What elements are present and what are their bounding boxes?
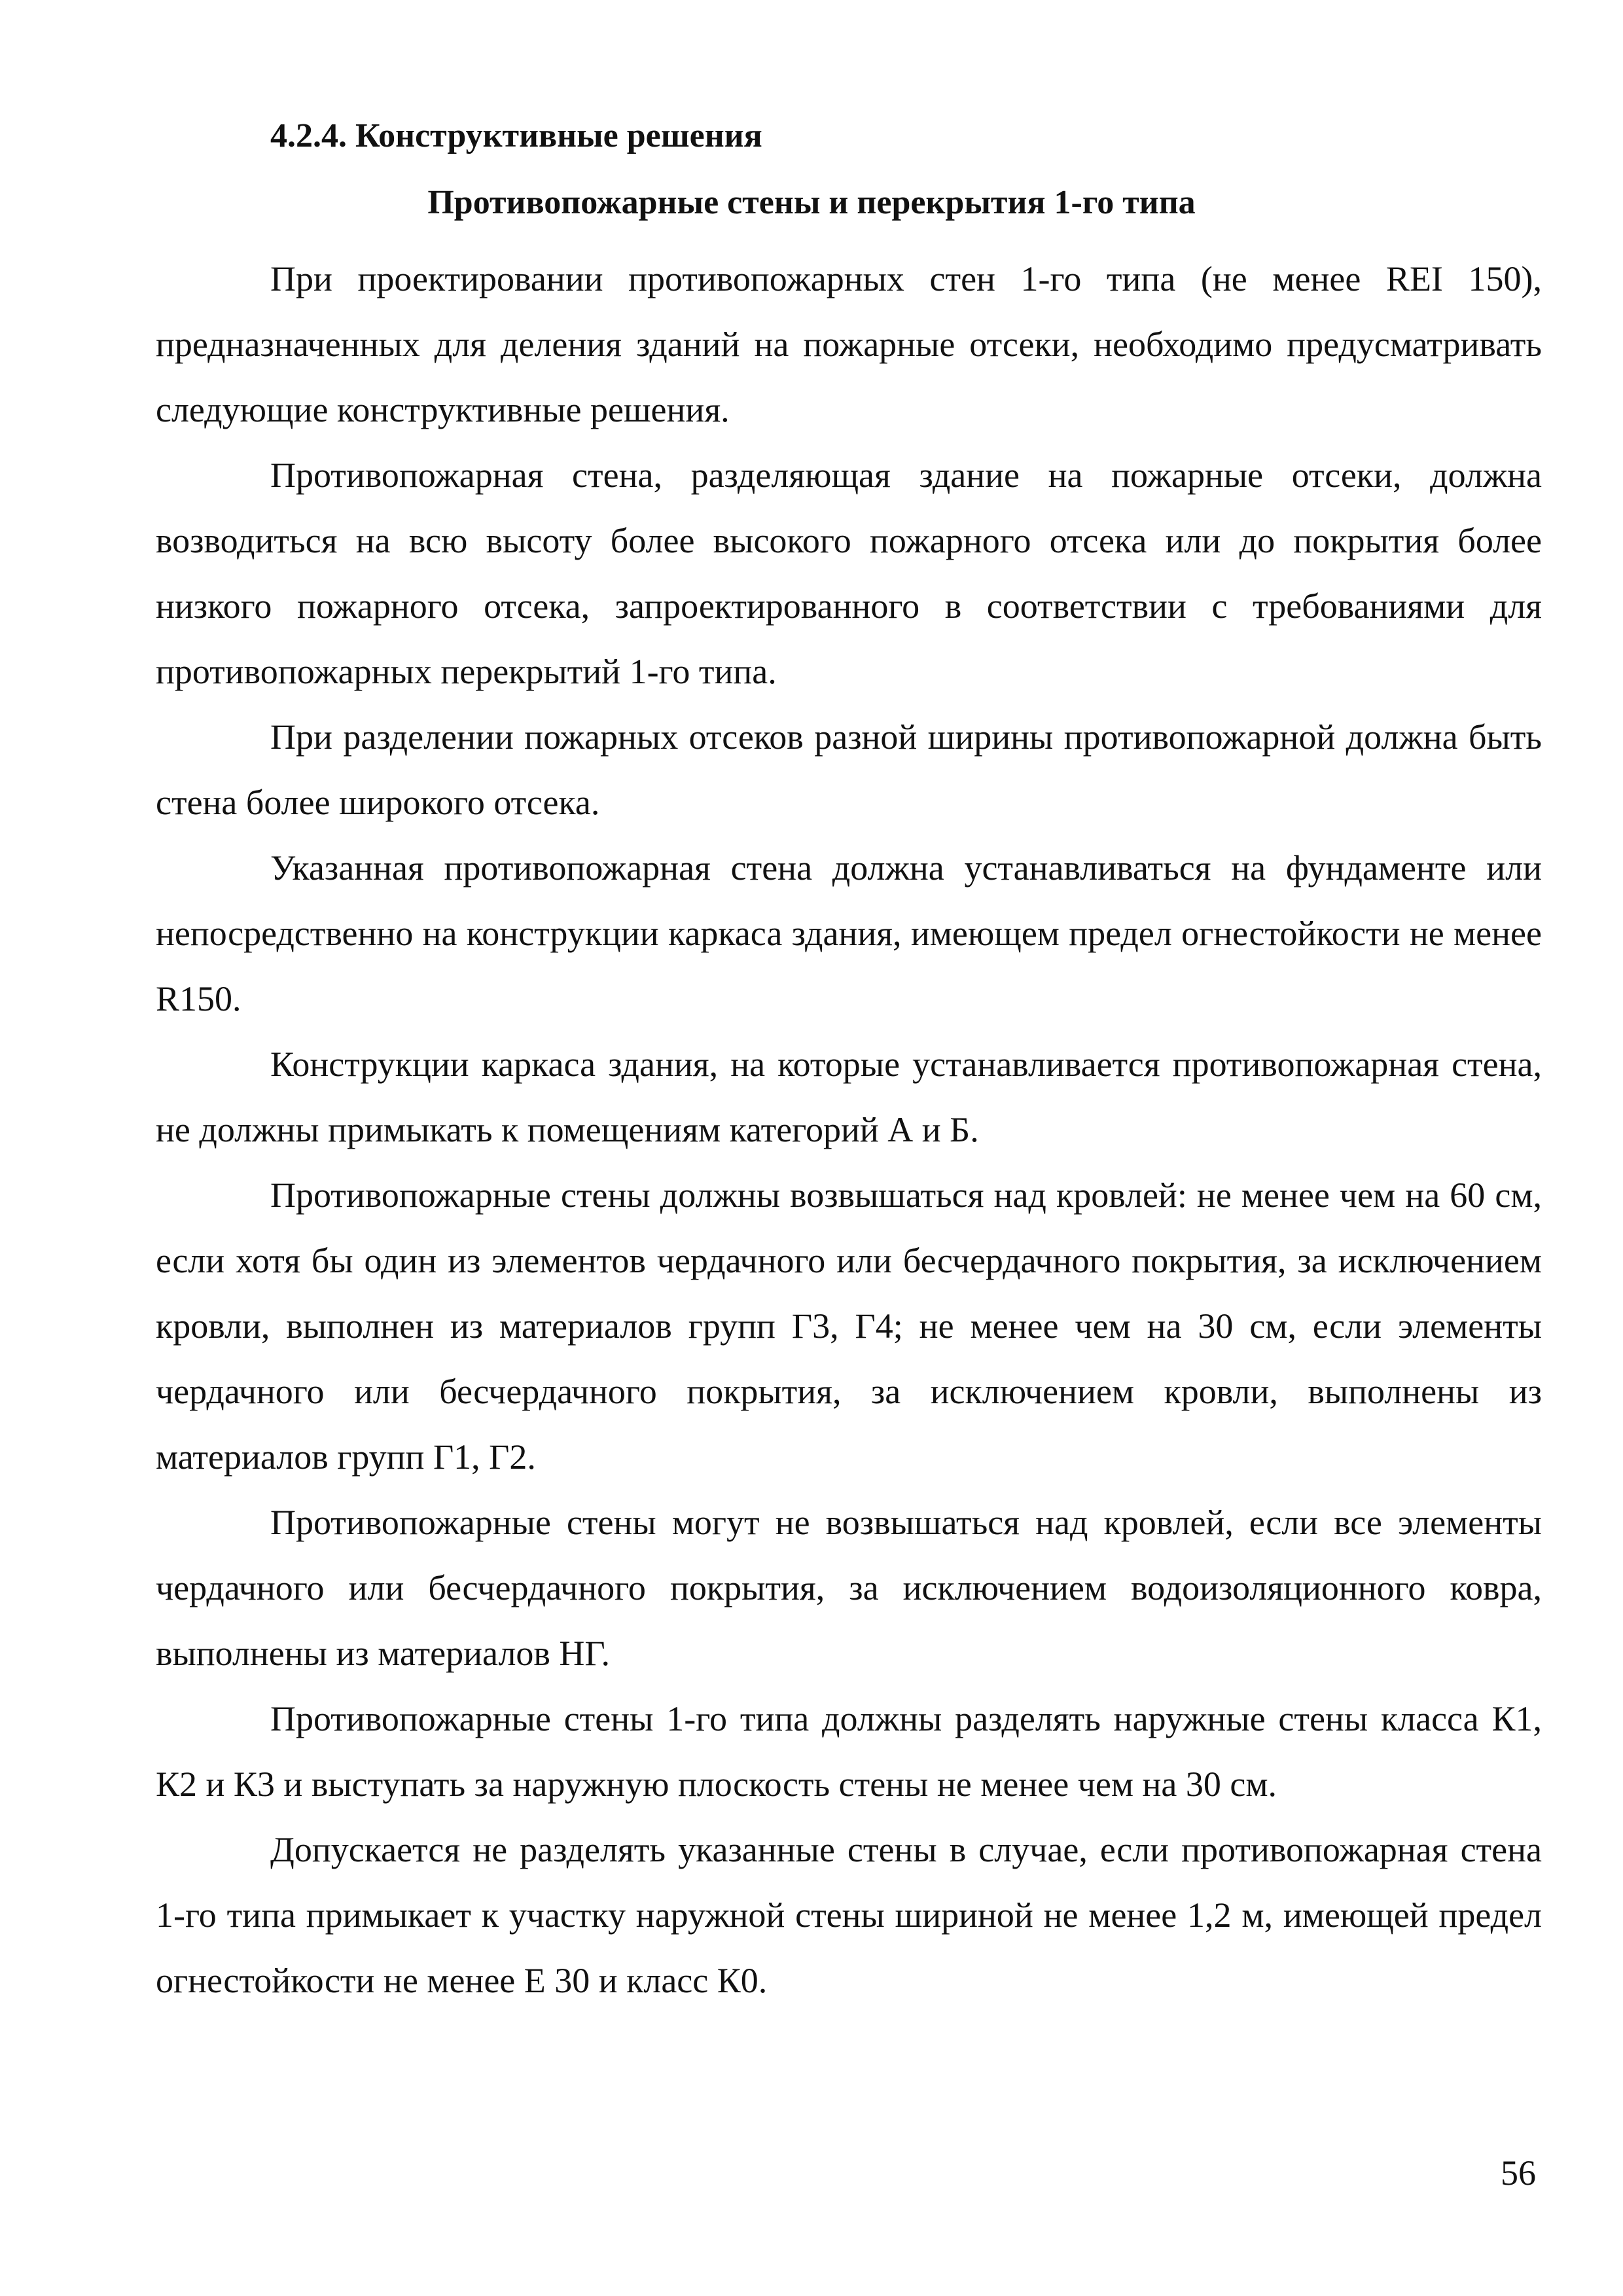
paragraph: Допускается не разделять указанные стены в случае, если противопожарная стена 1-го типа примыкает к участку наружной стены шириной не менее 1,2 м, имеющей предел огнестойкости не менее Е 30 и класс К0.	[156, 1830, 1542, 2000]
paragraph: Конструкции каркаса здания, на которые устанавливается противопожарная стена, не должны примыкать к помещениям категорий А и Б.	[156, 1045, 1542, 1149]
paragraph: Противопожарные стены должны возвышаться над кровлей: не менее чем на 60 см, если хотя бы один из элементов чердачного или бесчердачного покрытия, за исключением кровли, выполнен из материалов групп Г3, Г4; не менее чем на 30 см, если элементы чердачного или бесчердачного покрытия, за исключением кровли, выполнены из материалов групп Г1, Г2.	[156, 1175, 1542, 1477]
paragraph: При разделении пожарных отсеков разной ширины противопожарной должна быть стена более широкого отсека.	[156, 717, 1542, 822]
paragraph: Противопожарные стены могут не возвышаться над кровлей, если все элементы чердачного или бесчердачного покрытия, за исключением водоизоляционного ковра, выполнены из материалов НГ.	[156, 1503, 1542, 1673]
paragraph: Противопожарные стены 1-го типа должны разделять наружные стены класса К1, К2 и К3 и выступать за наружную плоскость стены не менее чем на 30 см.	[156, 1699, 1542, 1804]
paragraph: Противопожарная стена, разделяющая здание на пожарные отсеки, должна возводиться на всю высоту более высокого пожарного отсека или до покрытия более низкого пожарного отсека, запроектированного в соответствии с требованиями для противопожарных перекрытий 1-го типа.	[156, 456, 1542, 691]
page-number: 56	[1501, 2153, 1536, 2193]
paragraph: Указанная противопожарная стена должна устанавливаться на фундаменте или непосредственно на конструкции каркаса здания, имеющем предел огнестойкости не менее R150.	[156, 848, 1542, 1018]
section-heading: 4.2.4. Конструктивные решения	[270, 117, 762, 154]
subsection-heading: Противопожарные стены и перекрытия 1-го типа	[427, 184, 1196, 221]
paragraph: При проектировании противопожарных стен 1-го типа (не менее REI 150), предназначенных для деления зданий на пожарные отсеки, необходимо предусматривать следующие конструктивные решения.	[156, 259, 1542, 429]
body-text	[156, 246, 1542, 2013]
